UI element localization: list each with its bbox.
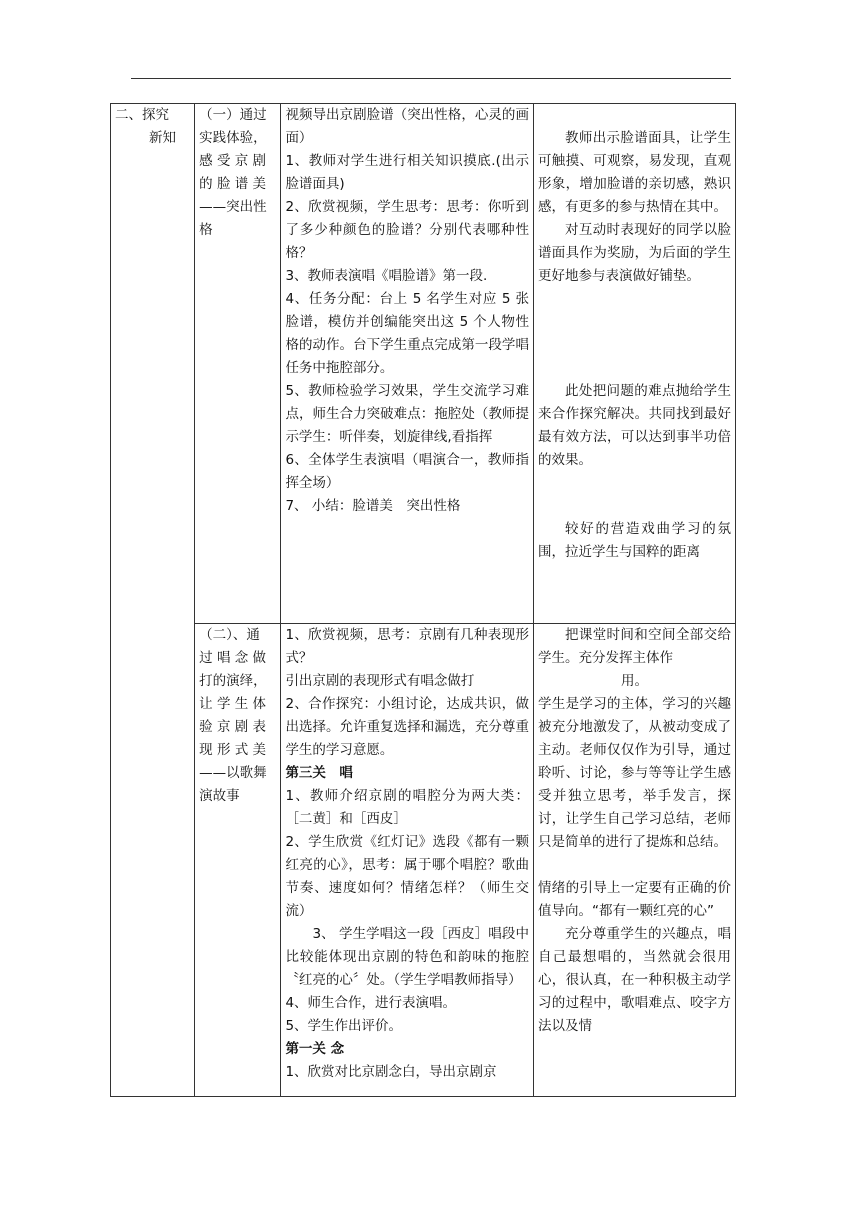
content-line: 7、 小结：脸谱美 突出性格: [285, 498, 461, 514]
content-line: 2、学生欣赏《红灯记》选段《都有一颗红亮的心》，思考：属于哪个唱腔？歌曲节奏、速度如何？情绪怎样？（师生交流）: [285, 834, 529, 919]
content-line: 2、欣赏视频，学生思考：思考：你听到了多少种颜色的脸谱？分别代表哪种性格？: [285, 199, 529, 261]
content-line: 3、 学生学唱这一段［西皮］唱段中比较能体现出京剧的特色和韵味的拖腔〝红亮的心〞处。（学生学唱教师指导）: [285, 926, 529, 988]
part2-topic-line: 验 京 剧 表: [199, 719, 267, 735]
spacer: [538, 104, 731, 127]
note-paragraph: 对互动时表现好的同学以脸谱面具作为奖励，为后面的学生更好地参与表演做好铺垫。: [537, 222, 731, 284]
note-paragraph: 用。: [620, 673, 648, 689]
content-line: 5、教师检验学习效果，学生交流学习难点，师生合力突破难点：拖腔处（教师提示学生：听伴奏，划旋律线,看指挥: [285, 383, 529, 445]
part2-topic-line: 演故事: [199, 788, 240, 804]
note-paragraph: 充分尊重学生的兴趣点，唱自己最想唱的，当然就会很用心，很认真，在一种积极主动学习的过程中，歌唱难点、咬字方法以及情: [537, 926, 731, 1034]
part1-topic-line: 实践体验，: [199, 130, 267, 146]
note-paragraph: 情绪的引导上一定要有正确的价值导向。“都有一颗红亮的心”: [537, 880, 731, 919]
note-paragraph: 教师出示脸谱面具，让学生可触摸、可观察，易发现，直观形象，增加脸谱的亲切感，熟识感，有更多的参与热情在其中。: [537, 130, 731, 215]
content-line: 4、师生合作，进行表演唱。: [285, 995, 457, 1011]
table-row: [111, 104, 736, 624]
part2-topic-line: （二）、通: [199, 627, 260, 643]
part1-content-cell: [281, 104, 534, 624]
content-line: 1、欣赏视频，思考：京剧有几种表现形式？: [285, 627, 529, 666]
part1-topic-line: 的 脸 谱 美: [199, 176, 267, 192]
part2-topic-line: 现 形 式 美: [199, 742, 267, 758]
content-line: 1、教师对学生进行相关知识摸底.(出示脸谱面具): [285, 153, 529, 192]
part2-topic-line: 让 学 生 体: [199, 696, 267, 712]
content-line: 2、合作探究：小组讨论，达成共识，做出选择。允许重复选择和漏选，充分尊重学生的学习意愿。: [285, 696, 529, 758]
part2-topic-line: ——以歌舞: [199, 765, 267, 781]
part2-notes-cell: [533, 624, 735, 1097]
part1-topic-line: 感 受 京 剧: [199, 153, 267, 169]
part2-topic-line: 打的演绎，: [199, 673, 267, 689]
section-title-line1: 二、探究: [115, 107, 169, 123]
content-line: 视频导出京剧脸谱（突出性格，心灵的画面）: [285, 107, 529, 146]
content-line: 4、任务分配：台上 5 名学生对应 5 张脸谱，模仿并创编能突出这 5 个人物性格的动作。台下学生重点完成第一段学唱任务中拖腔部分。: [285, 291, 529, 376]
content-line: 1、教师介绍京剧的唱腔分为两大类：［二黄］和［西皮］: [285, 788, 529, 827]
content-line: 1、欣赏对比京剧念白，导出京剧京: [285, 1064, 497, 1080]
spacer: [538, 472, 731, 518]
content-line: 3、教师表演唱《唱脸谱》第一段.: [285, 268, 488, 284]
part1-topic-line: ——突出性: [199, 199, 267, 215]
spacer: [538, 854, 731, 877]
note-paragraph: 较好的营造戏曲学习的氛围，拉近学生与国粹的距离: [537, 521, 731, 560]
part2-topic-cell: [195, 624, 281, 1097]
note-paragraph: 此处把问题的难点抛给学生来合作探究解决。共同找到最好最有效方法，可以达到事半功倍的效果。: [537, 383, 731, 468]
level-heading: 第一关 念: [285, 1041, 345, 1057]
part1-notes-cell: [533, 104, 735, 624]
section-title-line2: 新知: [149, 130, 176, 146]
header-rule: [131, 78, 731, 79]
section-cell: [111, 104, 195, 1097]
note-paragraph: 把课堂时间和空间全部交给学生。充分发挥主体作: [537, 627, 731, 666]
note-paragraph: 学生是学习的主体，学习的兴趣被充分地激发了，从被动变成了主动。老师仅仅作为引导，通过聆听、讨论，参与等等让学生感受并独立思考，举手发言，探讨，让学生自己学习总结，老师只是简单的进行了提炼和总结。: [537, 696, 731, 850]
part2-content-cell: [281, 624, 534, 1097]
content-line: 5、学生作出评价。: [285, 1018, 403, 1034]
lesson-plan-table: [110, 103, 736, 1097]
spacer: [538, 288, 731, 357]
part1-topic-line: 格: [199, 222, 213, 238]
content-line: 6、全体学生表演唱（唱演合一，教师指挥全场）: [285, 452, 529, 491]
content-line: 引出京剧的表现形式有唱念做打: [285, 673, 475, 689]
table-row: [111, 624, 736, 1097]
part1-topic-line: （一）通过: [199, 107, 267, 123]
spacer: [538, 357, 731, 380]
part1-topic-cell: [195, 104, 281, 624]
part2-topic-line: 过 唱 念 做: [199, 650, 267, 666]
level-heading: 第三关 唱: [285, 765, 353, 781]
